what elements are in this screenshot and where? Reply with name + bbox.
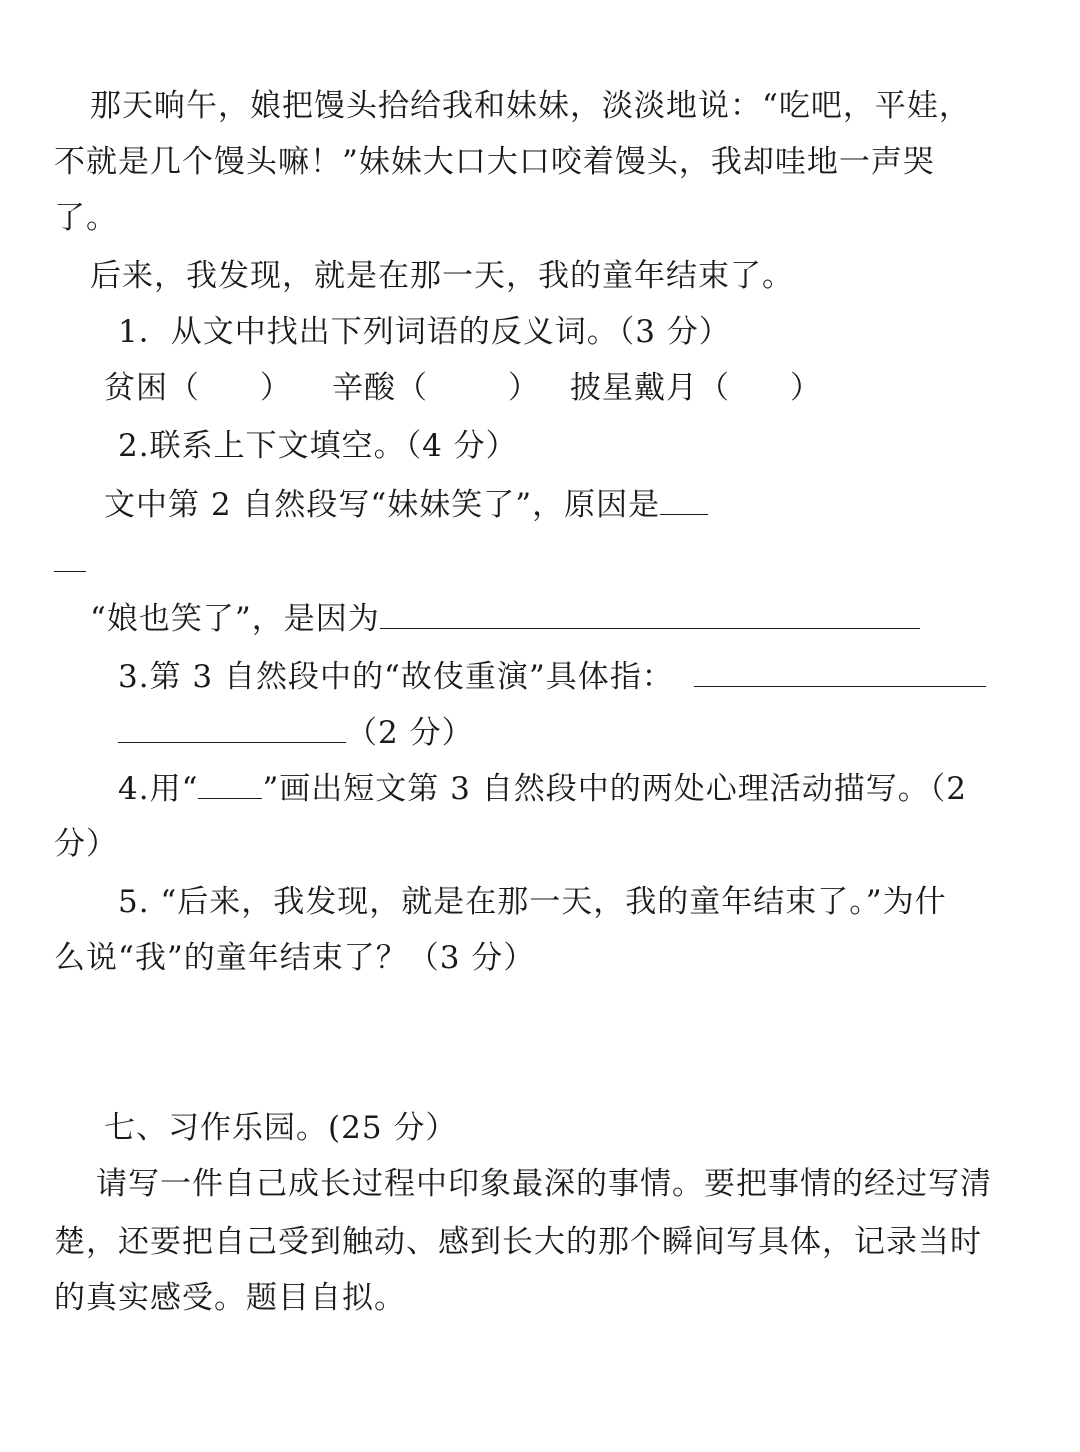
question-4: 4.用“ ”画出短文第 3 自然段中的两处心理活动描写。（2 <box>118 768 967 809</box>
antonym-blanks: 贫困（ ） 辛酸（ ） 披星戴月（ ） <box>104 370 822 406</box>
question-3: 3.第 3 自然段中的“故伎重演”具体指： <box>118 656 986 697</box>
question-2-fill-2: “娘也笑了”，是因为 <box>90 598 920 639</box>
question-5: 5. “后来，我发现，就是在那一天，我的童年结束了。”为什 <box>118 884 947 920</box>
antonym-word: 披星戴月（ <box>570 370 730 406</box>
question-3-continued: （2 分） <box>118 712 474 753</box>
question-2-fill-1: 文中第 2 自然段写“妹妹笑了”，原因是 <box>104 484 708 525</box>
answer-blank[interactable] <box>380 598 920 629</box>
question-5-continued: 么说“我”的童年结束了？（3 分） <box>54 940 536 976</box>
writing-prompt-line: 楚，还要把自己受到触动、感到长大的那个瞬间写具体，记录当时 <box>54 1224 982 1260</box>
question-4-continued: 分） <box>54 826 118 862</box>
section-title: 七、习作乐园。(25 分） <box>104 1110 458 1146</box>
passage-line: 不就是几个馒头嘛！”妹妹大口大口咬着馒头，我却哇地一声哭 <box>54 144 935 180</box>
antonym-word: 辛酸（ <box>332 370 428 406</box>
antonym-word: 贫困（ <box>104 370 200 406</box>
answer-blank[interactable] <box>660 484 708 515</box>
passage-line: 了。 <box>54 200 118 236</box>
answer-blank-continuation[interactable] <box>54 571 86 572</box>
answer-blank[interactable] <box>694 656 986 687</box>
answer-blank[interactable] <box>118 712 346 743</box>
question-1: 1．从文中找出下列词语的反义词。（3 分） <box>118 314 731 350</box>
question-2: 2.联系上下文填空。（4 分） <box>118 428 518 464</box>
writing-prompt-line: 请写一件自己成长过程中印象最深的事情。要把事情的经过写清 <box>96 1166 992 1202</box>
writing-prompt-line: 的真实感受。题目自拟。 <box>54 1280 406 1316</box>
underline-sample <box>198 768 262 799</box>
passage-line: 那天晌午，娘把馒头拾给我和妹妹，淡淡地说：“吃吧，平娃， <box>90 88 971 124</box>
passage-line: 后来，我发现，就是在那一天，我的童年结束了。 <box>90 258 794 294</box>
